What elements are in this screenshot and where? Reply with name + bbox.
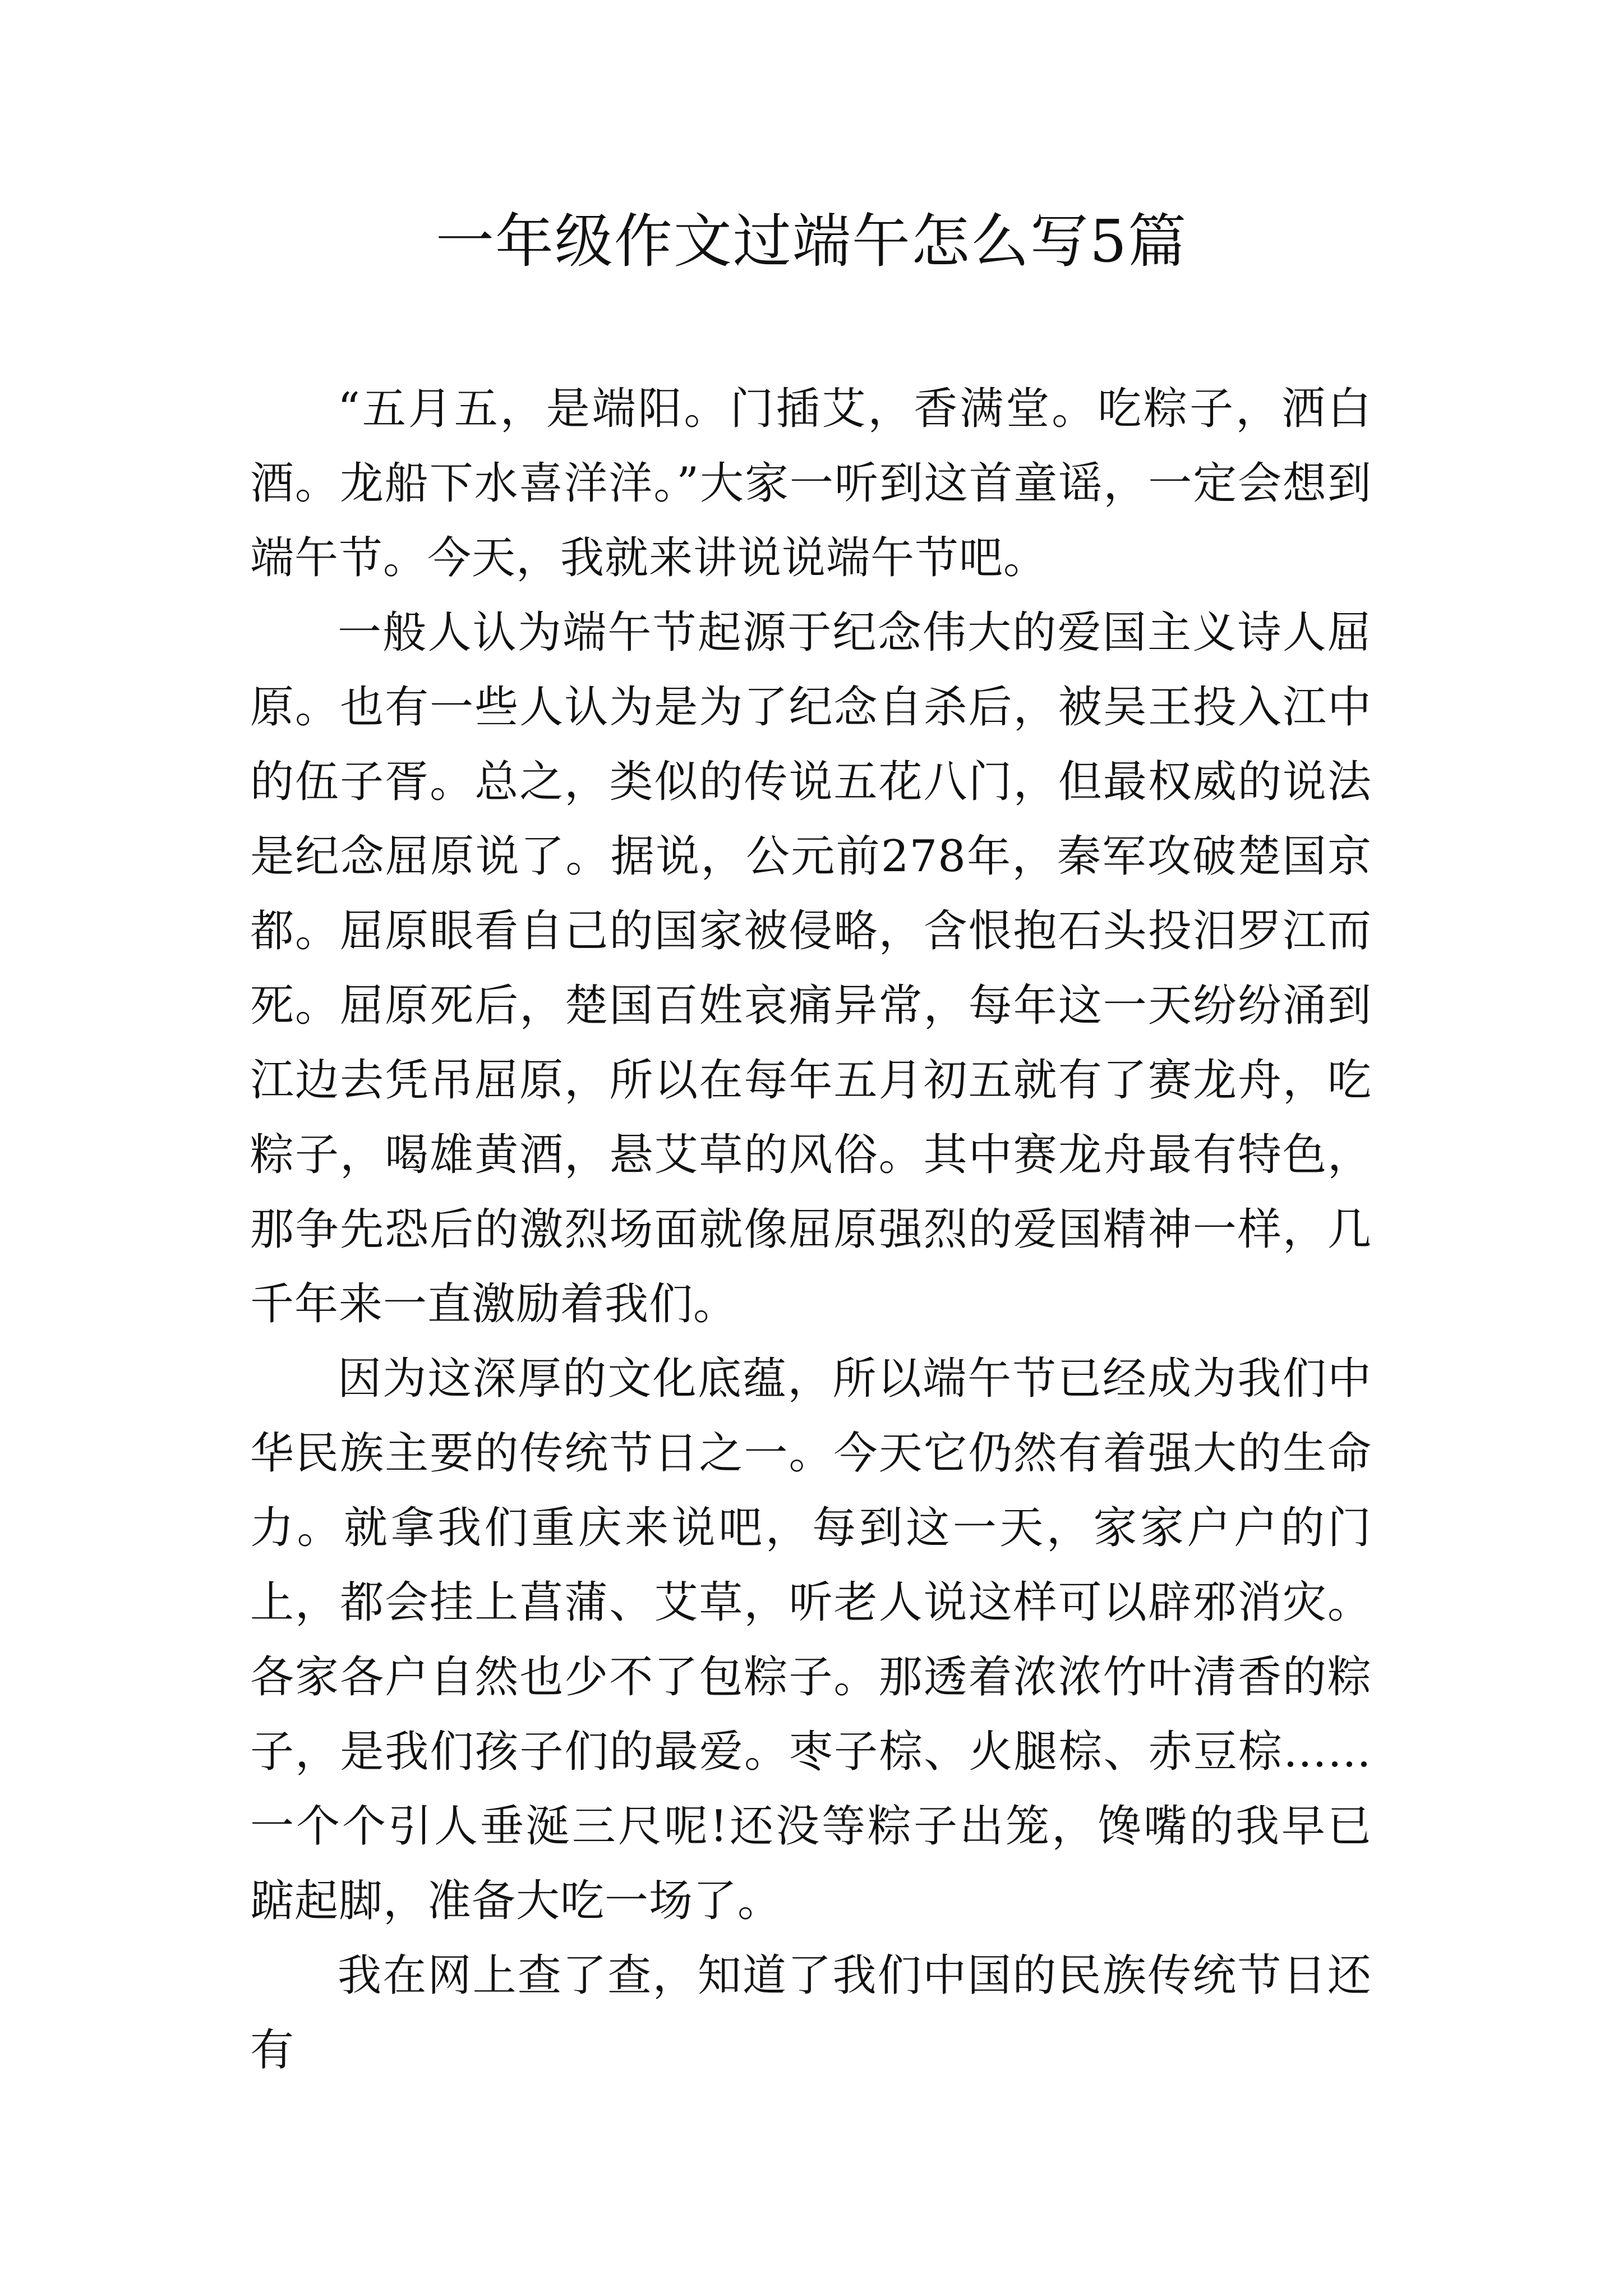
paragraph-4: 我在网上查了查，知道了我们中国的民族传统节日还有 [250,1950,1372,2076]
document-title: 一年级作文过端午怎么写5篇 [435,207,1188,275]
paragraph-3: 因为这深厚的文化底蕴，所以端午节已经成为我们中华民族主要的传统节日之一。今天它仍然有着强大的生命力。就拿我们重庆来说吧，每到这一天，家家户户的门上，都会挂上菖蒲、艾草，听老人说这样可以辟邪消灾。各家各户自然也少不了包粽子。那透着浓浓竹叶清香的粽子，是我们孩子们的最爱。枣子棕、火腿棕、赤豆棕……一个个引人垂涎三尺呢!还没等粽子出笼，馋嘴的我早已踮起脚，准备大吃一场了。 [250,1354,1372,1926]
document-body [250,372,1372,2088]
paragraph-1: “五月五，是端阳。门插艾，香满堂。吃粽子，洒白酒。龙船下水喜洋洋。”大家一听到这首童谣，一定会想到端午节。今天，我就来讲说说端午节吧。 [250,384,1372,583]
paragraph-2: 一般人认为端午节起源于纪念伟大的爱国主义诗人屈原。也有一些人认为是为了纪念自杀后，被吴王投入江中的伍子胥。总之，类似的传说五花八门，但最权威的说法是纪念屈原说了。据说，公元前278年，秦军攻破楚国京都。屈原眼看自己的国家被侵略，含恨抱石头投汨罗江而死。屈原死后，楚国百姓哀痛异常，每年这一天纷纷涌到江边去凭吊屈原，所以在每年五月初五就有了赛龙舟，吃粽子，喝雄黄酒，悬艾草的风俗。其中赛龙舟最有特色，那争先恐后的激烈场面就像屈原强烈的爱国精神一样，几千年来一直激励着我们。 [250,608,1372,1329]
